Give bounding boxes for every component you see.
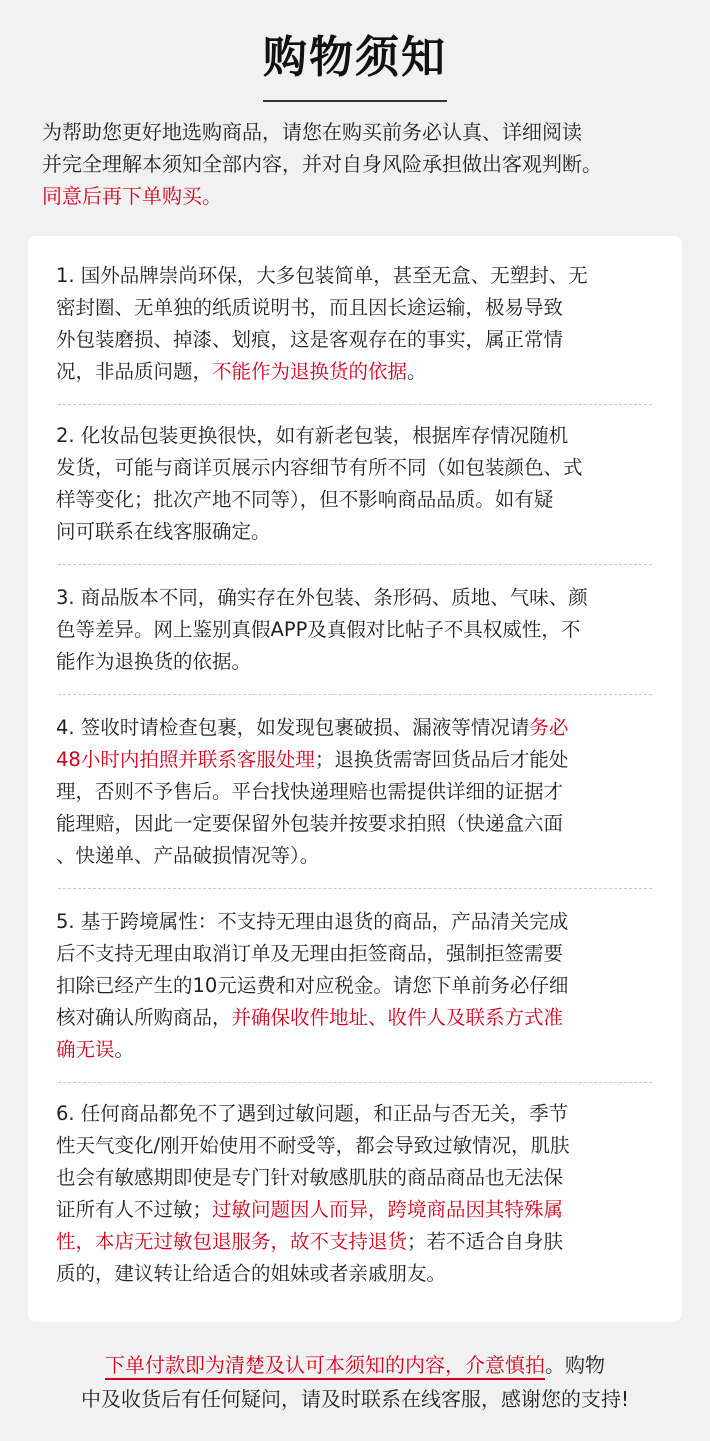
item-line: 色等差异。网上鉴别真假APP及真假对比帖子不具权威性，不 bbox=[56, 618, 581, 641]
intro-line: 为帮助您更好地选购商品，请您在购买前务必认真、详细阅读 bbox=[42, 120, 582, 144]
notice-item-1 bbox=[56, 260, 656, 388]
intro-line: 并完全理解本须知全部内容，并对自身风险承担做出客观判断。 bbox=[42, 152, 602, 176]
highlight-text: 性，本店无过敏包退服务，故不支持退货 bbox=[56, 1230, 408, 1253]
item-line: 性，本店无过敏包退服务，故不支持退货；若不适合自身肤 bbox=[56, 1230, 564, 1253]
item-line: 性天气变化/刚开始使用不耐受等，都会导致过敏情况，肌肤 bbox=[56, 1134, 570, 1157]
item-line: 确无误。 bbox=[56, 1038, 135, 1061]
item-line: 6. 任何商品都免不了遇到过敏问题，和正品与否无关，季节 bbox=[56, 1102, 569, 1125]
divider bbox=[58, 1082, 652, 1083]
item-line: 能理赔，因此一定要保留外包装并按要求拍照（快递盒六面 bbox=[56, 812, 564, 835]
item-line: 密封圈、无单独的纸质说明书，而且因长途运输，极易导致 bbox=[56, 296, 564, 319]
divider bbox=[58, 564, 652, 565]
notice-item-2 bbox=[56, 420, 656, 548]
item-line: 2. 化妆品包装更换很快，如有新老包装，根据库存情况随机 bbox=[56, 424, 569, 447]
item-line: 问可联系在线客服确定。 bbox=[56, 520, 271, 543]
footer-line: 中及收货后有任何疑问，请及时联系在线客服，感谢您的支持! bbox=[80, 1387, 630, 1411]
highlight-text: 并确保收件地址、收件人及联系方式准 bbox=[231, 1006, 564, 1029]
item-line: 发货，可能与商详页展示内容细节有所不同（如包装颜色、式 bbox=[56, 456, 583, 479]
footer-text bbox=[40, 1348, 670, 1416]
notice-item-4 bbox=[56, 712, 656, 872]
footer-line: 下单付款即为清楚及认可本须知的内容，介意慎拍。购物 bbox=[40, 1348, 670, 1382]
item-line: 外包装磨损、掉漆、划痕，这是客观存在的事实，属正常情 bbox=[56, 328, 564, 351]
item-line: 况，非品质问题，不能作为退换货的依据。 bbox=[56, 360, 427, 383]
highlight-text: 不能作为退换货的依据 bbox=[212, 360, 408, 383]
item-line: 样等变化；批次产地不同等），但不影响商品品质。如有疑 bbox=[56, 488, 554, 511]
intro-warning: 同意后再下单购买。 bbox=[42, 184, 222, 208]
item-line: 核对确认所购商品，并确保收件地址、收件人及联系方式准 bbox=[56, 1006, 564, 1029]
divider bbox=[58, 888, 652, 889]
item-line: 3. 商品版本不同，确实存在外包装、条形码、质地、气味、颜 bbox=[56, 586, 588, 609]
item-line: 扣除已经产生的10元运费和对应税金。请您下单前务必仔细 bbox=[56, 974, 569, 997]
item-line: 4. 签收时请检查包裹，如发现包裹破损、漏液等情况请务必 bbox=[56, 716, 569, 739]
notice-item-3 bbox=[56, 582, 656, 678]
notice-item-5 bbox=[56, 906, 656, 1066]
highlight-text: 务必 bbox=[529, 716, 569, 739]
divider bbox=[58, 694, 652, 695]
item-line: 48小时内拍照并联系客服处理；退换货需寄回货品后才能处 bbox=[56, 748, 569, 771]
item-line: 质的，建议转让给适合的姐妹或者亲戚朋友。 bbox=[56, 1262, 447, 1285]
divider bbox=[58, 404, 652, 405]
intro-text bbox=[42, 116, 672, 212]
highlight-text: 过敏问题因人而异，跨境商品因其特殊属 bbox=[212, 1198, 564, 1221]
notice-card bbox=[28, 236, 682, 1322]
footer-highlight: 下单付款即为清楚及认可本须知的内容，介意慎拍 bbox=[105, 1353, 545, 1380]
page-title: 购物须知 bbox=[263, 32, 447, 83]
item-line: 理，否则不予售后。平台找快递理赔也需提供详细的证据才 bbox=[56, 780, 564, 803]
item-line: 后不支持无理由取消订单及无理由拒签商品，强制拒签需要 bbox=[56, 942, 564, 965]
highlight-text: 确无误 bbox=[56, 1038, 115, 1061]
item-line: 1. 国外品牌崇尚环保，大多包装简单，甚至无盒、无塑封、无 bbox=[56, 264, 588, 287]
title-underline bbox=[263, 100, 447, 102]
item-line: 也会有敏感期即使是专门针对敏感肌肤的商品商品也无法保 bbox=[56, 1166, 564, 1189]
item-line: 5. 基于跨境属性：不支持无理由退货的商品，产品清关完成 bbox=[56, 910, 569, 933]
item-line: 能作为退换货的依据。 bbox=[56, 650, 252, 673]
highlight-text: 48小时内拍照并联系客服处理 bbox=[56, 748, 315, 771]
item-line: 、快递单、产品破损情况等）。 bbox=[56, 844, 320, 867]
notice-item-6 bbox=[56, 1098, 656, 1290]
item-line: 证所有人不过敏；过敏问题因人而异，跨境商品因其特殊属 bbox=[56, 1198, 564, 1221]
